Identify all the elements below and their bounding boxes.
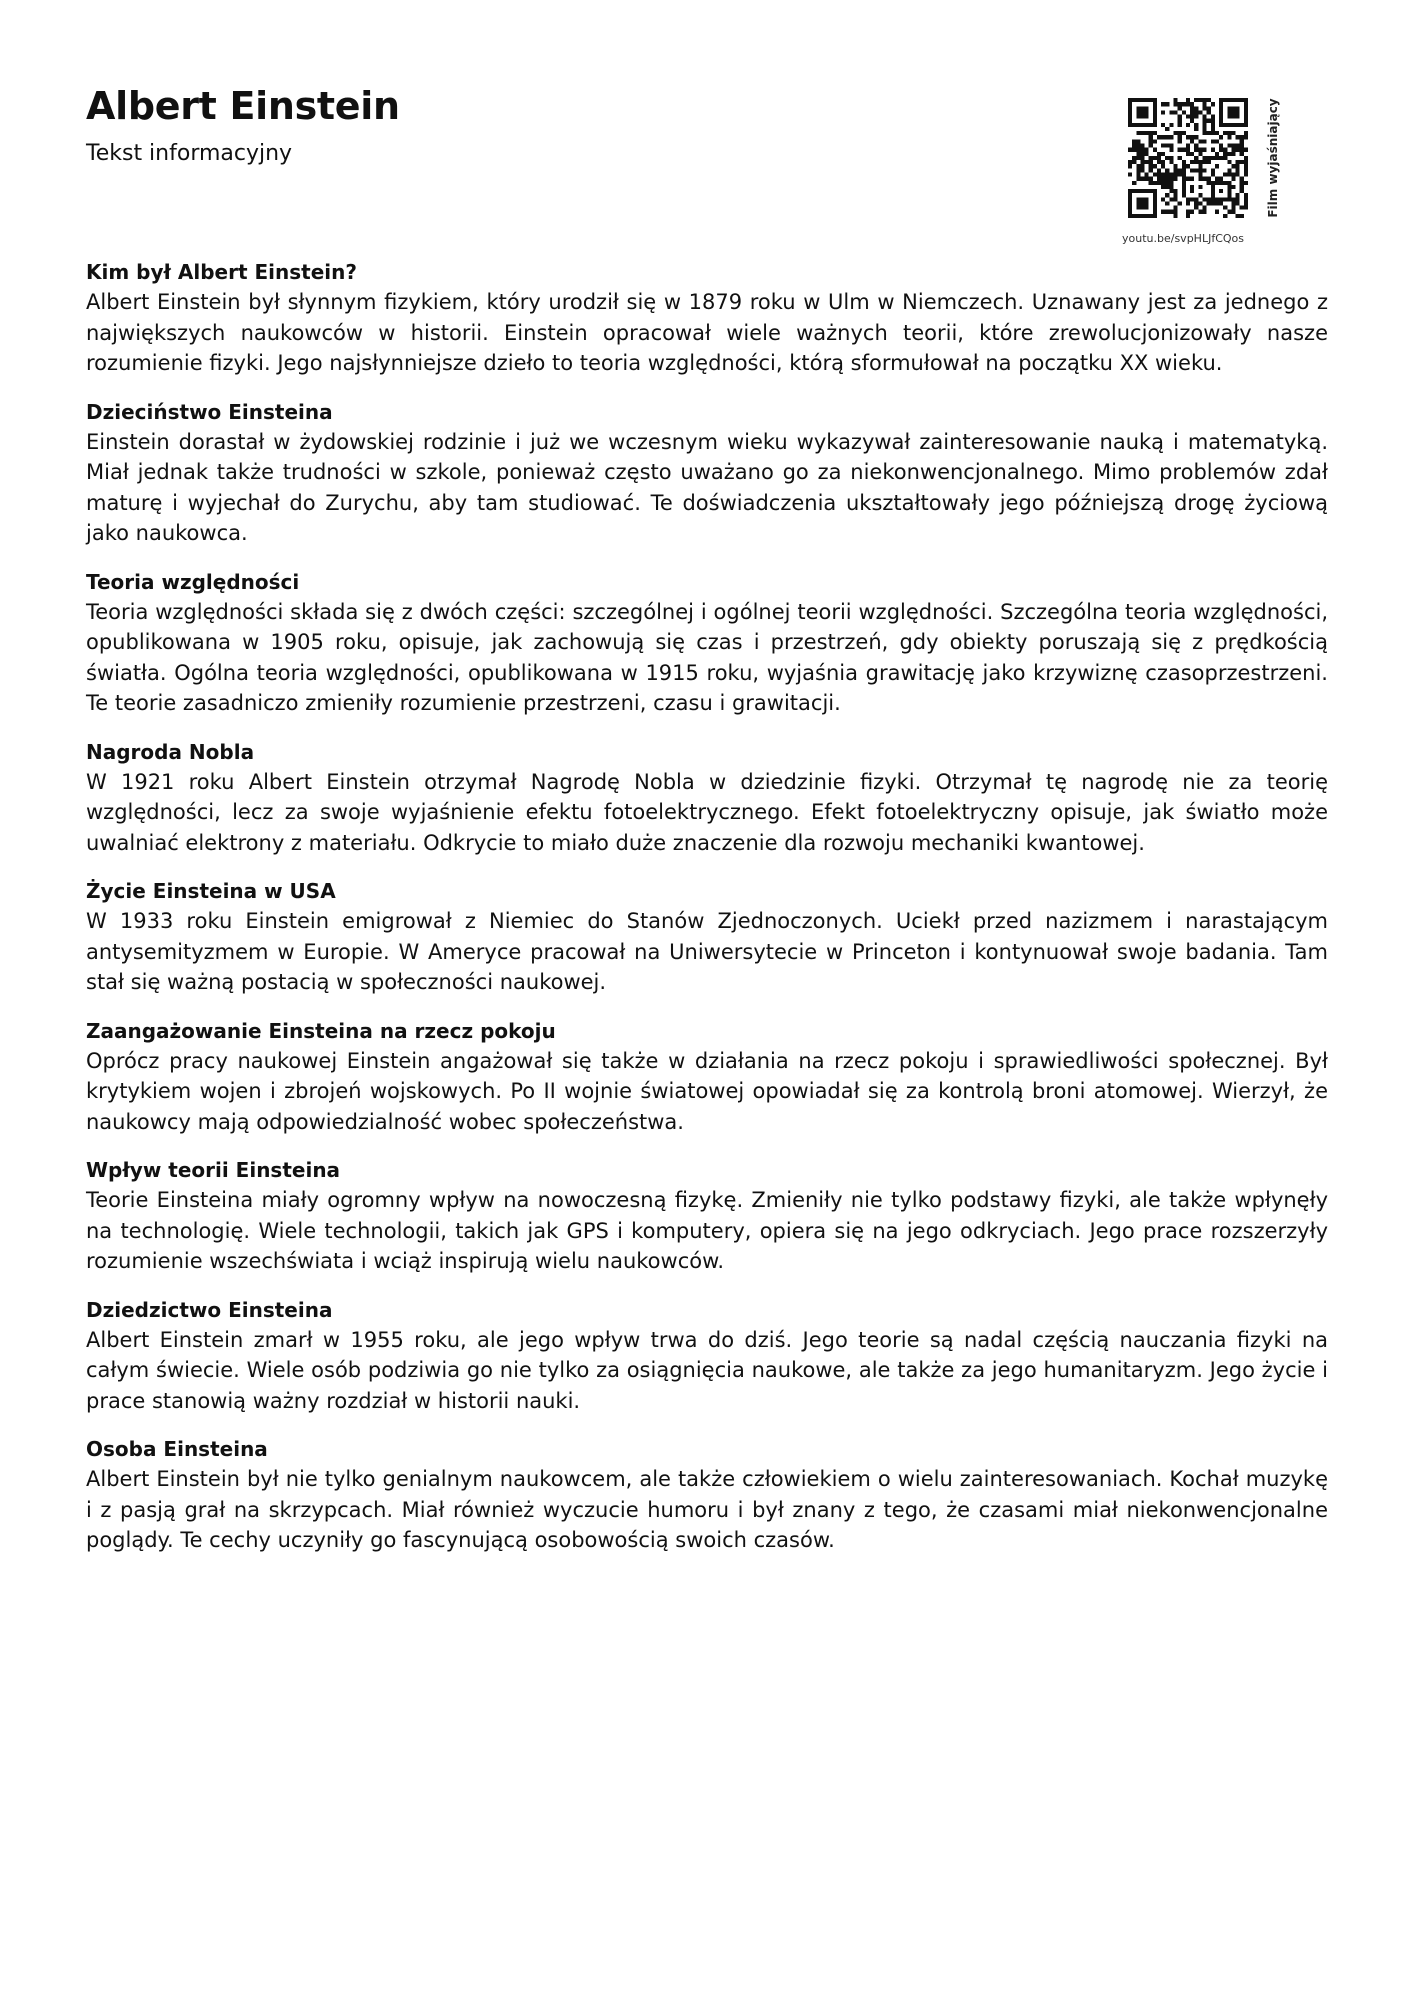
section-intro — [86, 257, 1328, 379]
section-paragraph: Einstein dorastał w żydowskiej rodzinie i już we wczesnym wieku wykazywał zainteresowanie nauką i matematyką. Miał jednak także trudności w szkole, ponieważ często uważano go za niekonwencjonalnego. Mimo problemów zdał maturę i wyjechał do Zurychu, aby tam studiować. Te doświadczenia ukształtowały jego późniejszą drogę życiową jako naukowca. — [86, 429, 1328, 545]
qr-code-image[interactable] — [1128, 98, 1248, 218]
qr-url-caption[interactable]: youtu.be/svpHLJfCQos — [1122, 232, 1244, 245]
section-heading: Zaangażowanie Einsteina na rzecz pokoju — [86, 1018, 556, 1043]
section-paragraph: Oprócz pracy naukowej Einstein angażował się także w działania na rzecz pokoju i sprawiedliwości społecznej. Był krytykiem wojen i zbrojeń wojskowych. Po II wojnie światowej opowiadał się za kontrolą broni atomowej. Wierzył, że naukowcy mają odpowiedzialność wobec społeczeństwa. — [86, 1048, 1328, 1134]
section-person — [86, 1434, 1328, 1556]
section-heading: Teoria względności — [86, 569, 300, 594]
section-heading: Nagroda Nobla — [86, 739, 255, 764]
section-usa — [86, 876, 1328, 998]
section-heading: Dziedzictwo Einsteina — [86, 1297, 333, 1322]
section-heading: Kim był Albert Einstein? — [86, 260, 357, 284]
section-paragraph: W 1933 roku Einstein emigrował z Niemiec do Stanów Zjednoczonych. Uciekł przed nazizmem i narastającym antysemityzmem w Europie. W Ameryce pracował na Uniwersytecie w Princeton i kontynuował swoje badania. Tam stał się ważną postacią w społeczności naukowej. — [86, 909, 1328, 994]
section-paragraph: Albert Einstein zmarł w 1955 roku, ale jego wpływ trwa do dziś. Jego teorie są nadal częścią nauczania fizyki na całym świecie. Wiele osób podziwia go nie tylko za osiągnięcia naukowe, ale także za jego humanitaryzm. Jego życie i prace stanowią ważny rozdział w historii nauki. — [86, 1327, 1328, 1413]
section-paragraph: Teorie Einsteina miały ogromny wpływ na nowoczesną fizykę. Zmieniły nie tylko podstawy fizyki, ale także wpłynęły na technologię. Wiele technologii, takich jak GPS i komputery, opiera się na jego odkryciach. Jego prace rozszerzyły rozumienie wszechświata i wciąż inspirują wielu naukowców. — [86, 1188, 1328, 1273]
section-childhood — [86, 397, 1328, 549]
section-nobel — [86, 737, 1328, 859]
section-paragraph: W 1921 roku Albert Einstein otrzymał Nagrodę Nobla w dziedzinie fizyki. Otrzymał tę nagrodę nie za teorię względności, lecz za swoje wyjaśnienie efektu fotoelektrycznego. Efekt fotoelektryczny opisuje, jak światło może uwalniać elektrony z materiału. Odkrycie to miało duże znaczenie dla rozwoju mechaniki kwantowej. — [86, 769, 1328, 855]
section-heading: Wpływ teorii Einsteina — [86, 1158, 341, 1182]
article-content — [86, 257, 1328, 1574]
section-peace — [86, 1016, 1328, 1138]
page-title: Albert Einstein — [86, 84, 400, 128]
section-legacy — [86, 1295, 1328, 1417]
section-paragraph: Teoria względności składa się z dwóch części: szczególnej i ogólnej teorii względności. Szczególna teoria względności, opublikowana w 1905 roku, opisuje, jak zachowują się czas i przestrzeń, gdy obiekty poruszają się z prędkością światła. Ogólna teoria względności, opublikowana w 1915 roku, wyjaśnia grawitację jako krzywiznę czasoprzestrzeni. Te teorie zasadniczo zmieniły rozumienie przestrzeni, czasu i grawitacji. — [86, 599, 1328, 715]
section-relativity — [86, 567, 1328, 719]
section-paragraph: Albert Einstein był nie tylko genialnym naukowcem, ale także człowiekiem o wielu zainteresowaniach. Kochał muzykę i z pasją grał na skrzypcach. Miał również wyczucie humoru i był znany z tego, że czasami miał niekonwencjonalne poglądy. Te cechy uczyniły go fascynującą osobowością swoich czasów. — [86, 1467, 1328, 1552]
qr-side-label: Film wyjaśniający — [1266, 98, 1280, 218]
section-influence — [86, 1155, 1328, 1277]
page-subtitle: Tekst informacyjny — [86, 141, 293, 166]
section-paragraph: Albert Einstein był słynnym fizykiem, który urodził się w 1879 roku w Ulm w Niemczech. Uznawany jest za jednego z największych naukowców w historii. Einstein opracował wiele ważnych teorii, które zrewolucjonizowały nasze rozumienie fizyki. Jego najsłynniejsze dzieło to teoria względności, którą sformułował na początku XX wieku. — [86, 290, 1328, 375]
section-heading: Życie Einsteina w USA — [86, 879, 336, 903]
section-heading: Dzieciństwo Einsteina — [86, 399, 333, 424]
section-heading: Osoba Einsteina — [86, 1437, 268, 1461]
